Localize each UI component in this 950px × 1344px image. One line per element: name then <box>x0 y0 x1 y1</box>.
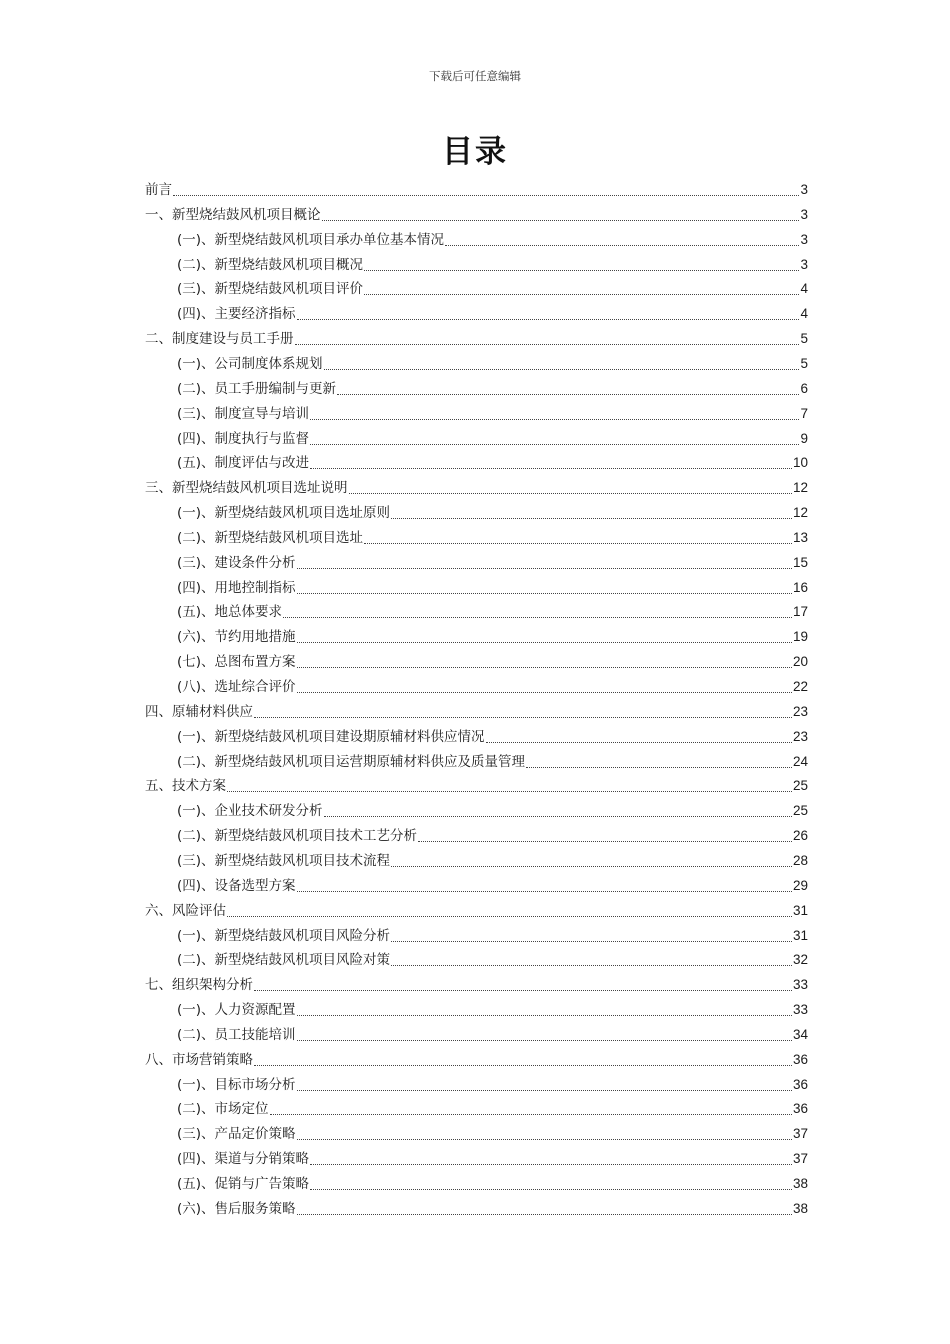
toc-entry[interactable] <box>177 300 808 324</box>
toc-entry[interactable] <box>177 598 808 622</box>
toc-leader-dots <box>391 518 792 519</box>
toc-entry[interactable] <box>177 275 808 299</box>
toc-entry-label: (八)、选址综合评价 <box>177 679 296 695</box>
toc-entry[interactable] <box>145 698 808 722</box>
toc-leader-dots <box>364 543 792 544</box>
toc-entry-label: (一)、新型烧结鼓风机项目建设期原辅材料供应情况 <box>177 728 485 745</box>
toc-entry[interactable] <box>177 673 808 697</box>
toc-entry-label: (一)、新型烧结鼓风机项目选址原则 <box>177 505 391 522</box>
toc-entry-label: (四)、渠道与分销策略 <box>177 1151 310 1168</box>
toc-entry-label: 五、技术方案 <box>145 778 226 795</box>
toc-entry-page-number: 26 <box>792 828 808 844</box>
toc-entry-page-number: 5 <box>800 355 808 371</box>
toc-entry[interactable] <box>177 400 808 424</box>
toc-entry[interactable] <box>177 847 808 871</box>
toc-entry-label: (二)、员工技能培训 <box>177 1026 296 1043</box>
toc-entry-page-number: 23 <box>792 703 808 719</box>
toc-entry-page-number: 34 <box>792 1026 808 1042</box>
toc-entry-label: 七、组织架构分析 <box>145 977 253 994</box>
toc-entry[interactable] <box>145 474 808 498</box>
toc-leader-dots <box>254 717 792 718</box>
toc-entry[interactable] <box>177 996 808 1020</box>
toc-leader-dots <box>391 965 792 966</box>
toc-entry-page-number: 23 <box>792 728 808 744</box>
toc-entry-label: (四)、制度执行与监督 <box>177 430 310 447</box>
toc-entry-page-number: 13 <box>792 529 808 545</box>
toc-entry-label: 三、新型烧结鼓风机项目选址说明 <box>145 480 348 497</box>
toc-leader-dots <box>310 1189 792 1190</box>
toc-entry-page-number: 25 <box>792 803 808 819</box>
toc-entry[interactable] <box>177 797 808 821</box>
toc-entry-page-number: 12 <box>792 505 808 521</box>
toc-leader-dots <box>310 468 792 469</box>
toc-entry-label: (二)、新型烧结鼓风机项目运营期原辅材料供应及质量管理 <box>177 753 526 770</box>
toc-entry-label: (一)、新型烧结鼓风机项目承办单位基本情况 <box>177 231 445 248</box>
toc-entry-label: 一、新型烧结鼓风机项目概论 <box>145 206 321 223</box>
toc-entry-page-number: 22 <box>792 679 808 694</box>
toc-entry-page-number: 36 <box>792 1051 808 1067</box>
toc-leader-dots <box>297 593 792 594</box>
toc-entry-page-number: 6 <box>800 380 808 396</box>
toc-entry-page-number: 36 <box>792 1076 808 1092</box>
toc-entry[interactable] <box>177 1095 808 1119</box>
toc-leader-dots <box>297 319 800 320</box>
toc-entry[interactable] <box>177 946 808 970</box>
toc-entry-label: (五)、地总体要求 <box>177 604 283 621</box>
toc-entry-label: 四、原辅材料供应 <box>145 703 253 720</box>
toc-entry-page-number: 28 <box>792 852 808 868</box>
toc-entry[interactable] <box>177 1170 808 1194</box>
header-note: 下载后可任意编辑 <box>429 69 521 83</box>
toc-entry-label: (六)、节约用地措施 <box>177 629 296 646</box>
toc-entry-page-number: 3 <box>800 256 808 272</box>
toc-entry[interactable] <box>177 251 808 275</box>
toc-entry-page-number: 31 <box>792 927 808 943</box>
toc-leader-dots <box>322 220 800 221</box>
page-title: 目录 <box>442 134 508 170</box>
toc-entry-label: (三)、制度宣导与培训 <box>177 405 310 422</box>
toc-leader-dots <box>364 270 799 271</box>
toc-leader-dots <box>283 617 792 618</box>
toc-entry-page-number: 4 <box>800 281 808 297</box>
toc-leader-dots <box>349 493 792 494</box>
toc-leader-dots <box>418 841 792 842</box>
toc-entry[interactable] <box>177 872 808 896</box>
toc-entry[interactable] <box>177 1145 808 1169</box>
toc-entry[interactable] <box>177 822 808 846</box>
toc-entry[interactable] <box>145 897 808 921</box>
toc-entry-label: (一)、人力资源配置 <box>177 1002 296 1019</box>
toc-leader-dots <box>295 344 800 345</box>
toc-leader-dots <box>391 941 792 942</box>
toc-entry-page-number: 38 <box>792 1176 808 1191</box>
toc-entry[interactable] <box>177 524 808 548</box>
toc-leader-dots <box>297 667 792 668</box>
toc-leader-dots <box>297 1214 792 1215</box>
toc-entry[interactable] <box>145 176 808 200</box>
toc-entry-page-number: 3 <box>800 206 808 222</box>
toc-entry-page-number: 15 <box>792 554 808 570</box>
toc-entry-page-number: 3 <box>800 231 808 247</box>
toc-leader-dots <box>310 1164 792 1165</box>
toc-entry-page-number: 24 <box>792 753 808 769</box>
toc-leader-dots <box>297 1040 792 1041</box>
toc-entry-label: (一)、公司制度体系规划 <box>177 355 323 372</box>
toc-entry-label: (四)、用地控制指标 <box>177 579 296 596</box>
toc-entry-page-number: 19 <box>792 629 808 645</box>
toc-entry-label: (三)、建设条件分析 <box>177 554 296 571</box>
toc-entry[interactable] <box>177 350 808 374</box>
toc-entry[interactable] <box>177 375 808 399</box>
toc-entry-page-number: 33 <box>792 1002 808 1018</box>
toc-entry[interactable] <box>177 1195 808 1219</box>
toc-entry-label: (四)、设备选型方案 <box>177 877 296 894</box>
toc-entry-page-number: 3 <box>800 182 808 197</box>
toc-entry-page-number: 12 <box>792 480 808 496</box>
toc-leader-dots <box>391 866 792 867</box>
toc-entry[interactable] <box>177 623 808 647</box>
toc-entry[interactable] <box>177 1071 808 1095</box>
toc-leader-dots <box>297 568 792 569</box>
toc-leader-dots <box>310 444 799 445</box>
toc-entry-label: (六)、售后服务策略 <box>177 1200 296 1217</box>
toc-entry[interactable] <box>177 226 808 250</box>
toc-entry-page-number: 32 <box>792 952 808 968</box>
toc-entry-label: (二)、员工手册编制与更新 <box>177 380 337 397</box>
toc-entry-label: 前言 <box>145 182 172 198</box>
toc-entry-label: (一)、目标市场分析 <box>177 1076 296 1093</box>
toc-leader-dots <box>310 419 799 420</box>
toc-entry-label: (一)、新型烧结鼓风机项目风险分析 <box>177 927 391 944</box>
toc-entry[interactable] <box>145 325 808 349</box>
toc-entry-page-number: 25 <box>792 778 808 794</box>
toc-entry[interactable] <box>177 425 808 449</box>
toc-entry-page-number: 33 <box>792 977 808 993</box>
toc-entry-page-number: 20 <box>792 654 808 670</box>
toc-leader-dots <box>324 369 800 370</box>
toc-entry[interactable] <box>177 1021 808 1045</box>
toc-leader-dots <box>297 1139 792 1140</box>
toc-entry-page-number: 5 <box>800 331 808 347</box>
toc-leader-dots <box>227 916 792 917</box>
toc-entry[interactable] <box>177 549 808 573</box>
toc-entry[interactable] <box>177 723 808 747</box>
toc-entry-label: (五)、制度评估与改进 <box>177 455 310 472</box>
toc-entry-label: (二)、新型烧结鼓风机项目选址 <box>177 529 364 546</box>
toc-entry-page-number: 17 <box>792 604 808 620</box>
toc-leader-dots <box>297 891 792 892</box>
toc-entry-page-number: 36 <box>792 1101 808 1117</box>
toc-leader-dots <box>526 767 792 768</box>
toc-entry-page-number: 10 <box>792 455 808 471</box>
toc-entry-label: (一)、企业技术研发分析 <box>177 803 323 820</box>
toc-entry-page-number: 37 <box>792 1151 808 1167</box>
toc-entry-label: (三)、产品定价策略 <box>177 1126 296 1143</box>
toc-entry-label: (二)、市场定位 <box>177 1101 269 1118</box>
toc-leader-dots <box>297 642 792 643</box>
toc-leader-dots <box>297 692 792 693</box>
toc-entry[interactable] <box>145 201 808 225</box>
toc-entry-page-number: 16 <box>792 579 808 595</box>
toc-entry-label: (七)、总图布置方案 <box>177 654 296 671</box>
toc-entry-page-number: 29 <box>792 877 808 893</box>
toc-entry-label: (三)、新型烧结鼓风机项目评价 <box>177 281 364 298</box>
toc-entry-label: (三)、新型烧结鼓风机项目技术流程 <box>177 852 391 869</box>
toc-entry[interactable] <box>145 971 808 995</box>
toc-entry-label: (二)、新型烧结鼓风机项目风险对策 <box>177 952 391 969</box>
toc-entry-label: (二)、新型烧结鼓风机项目技术工艺分析 <box>177 828 418 845</box>
toc-entry[interactable] <box>177 922 808 946</box>
toc-leader-dots <box>364 294 799 295</box>
toc-entry-page-number: 37 <box>792 1126 808 1142</box>
toc-entry[interactable] <box>145 1046 808 1070</box>
toc-entry-label: (四)、主要经济指标 <box>177 306 296 323</box>
toc-entry-page-number: 31 <box>792 902 808 918</box>
toc-entry-page-number: 7 <box>800 405 808 421</box>
toc-leader-dots <box>445 245 799 246</box>
toc-entry[interactable] <box>177 449 808 473</box>
toc-leader-dots <box>254 990 792 991</box>
toc-entry[interactable] <box>177 748 808 772</box>
toc-leader-dots <box>297 1090 792 1091</box>
toc-leader-dots <box>270 1114 792 1115</box>
toc-entry-page-number: 38 <box>792 1200 808 1216</box>
toc-leader-dots <box>254 1065 792 1066</box>
toc-leader-dots <box>297 1015 792 1016</box>
toc-leader-dots <box>173 195 799 196</box>
toc-leader-dots <box>324 816 792 817</box>
toc-leader-dots <box>337 394 799 395</box>
toc-entry-page-number: 4 <box>800 306 808 322</box>
toc-entry-label: 八、市场营销策略 <box>145 1051 253 1068</box>
toc-entry[interactable] <box>177 499 808 523</box>
toc-entry-label: (二)、新型烧结鼓风机项目概况 <box>177 256 364 273</box>
toc-entry-label: (五)、促销与广告策略 <box>177 1176 310 1192</box>
toc-entry[interactable] <box>145 772 808 796</box>
toc-entry-label: 六、风险评估 <box>145 902 226 919</box>
toc-leader-dots <box>227 791 792 792</box>
toc-entry[interactable] <box>177 574 808 598</box>
toc-entry[interactable] <box>177 1120 808 1144</box>
toc-leader-dots <box>486 742 792 743</box>
toc-entry-label: 二、制度建设与员工手册 <box>145 331 294 348</box>
toc-entry-page-number: 9 <box>800 430 808 446</box>
toc-entry[interactable] <box>177 648 808 672</box>
